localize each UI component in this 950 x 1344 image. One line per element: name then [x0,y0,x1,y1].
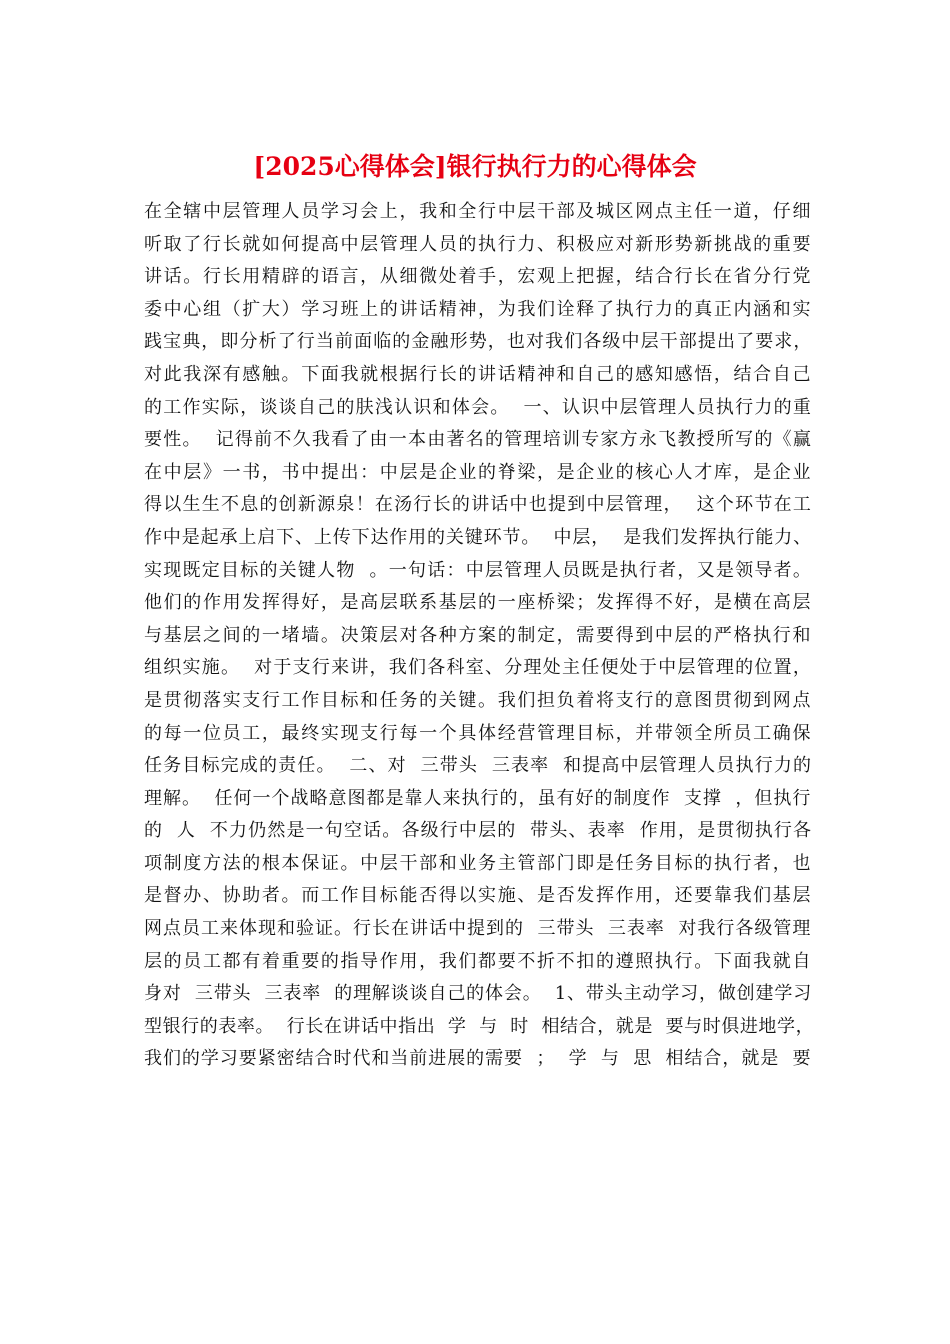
body-line: 得以生生不息的创新源泉！在汤行长的讲话中也提到中层管理， 这个环节在工 [144,494,813,516]
body-line: 项制度方法的根本保证。中层干部和业务主管部门即是任务目标的执行者，也 [144,852,813,874]
body-line: 组织实施。 对于支行来讲，我们各科室、分理处主任便处于中层管理的位置， [144,657,813,679]
body-line: 对此我深有感触。下面我就根据行长的讲话精神和自己的感知感悟，结合自己 [144,363,813,385]
body-line: 身对 三带头 三表率 的理解谈谈自己的体会。 1、带头主动学习，做创建学习 [144,983,813,1005]
body-line: 听取了行长就如何提高中层管理人员的执行力、积极应对新形势新挑战的重要 [144,233,813,255]
body-line: 作中是起承上启下、上传下达作用的关键环节。 中层， 是我们发挥执行能力、 [144,526,812,548]
body-line: 我们的学习要紧密结合时代和当前进展的需要 ； 学 与 思 相结合，就是 要 [144,1048,812,1070]
body-line: 他们的作用发挥得好，是高层联系基层的一座桥梁；发挥得不好，是横在高层 [144,592,813,614]
body-line: 是贯彻落实支行工作目标和任务的关键。我们担负着将支行的意图贯彻到网点 [144,689,813,711]
document-body [144,196,814,1076]
body-line: 讲话。行长用精辟的语言，从细微处着手，宏观上把握，结合行长在省分行党 [144,266,813,288]
body-line: 的 人 不力仍然是一句空话。各级行中层的 带头、表率 作用，是贯彻执行各 [144,820,813,842]
body-line: 实现既定目标的关键人物 。一句话：中层管理人员既是执行者，又是领导者。 [144,559,813,581]
body-line: 层的员工都有着重要的指导作用，我们都要不折不扣的遵照执行。下面我就自 [144,950,813,972]
body-line: 型银行的表率。 行长在讲话中指出 学 与 时 相结合，就是 要与时俱进地学， [144,1015,815,1037]
body-line: 要性。 记得前不久我看了由一本由著名的管理培训专家方永飞教授所写的《赢 [144,429,813,451]
body-line: 任务目标完成的责任。 二、对 三带头 三表率 和提高中层管理人员执行力的 [144,755,813,777]
body-line: 在全辖中层管理人员学习会上，我和全行中层干部及城区网点主任一道，仔细 [144,201,813,222]
document-title: [2025心得体会]银行执行力的心得体会 [253,152,697,181]
body-line: 网点员工来体现和验证。行长在讲话中提到的 三带头 三表率 对我行各级管理 [144,918,812,940]
body-line: 与基层之间的一堵墙。决策层对各种方案的制定，需要得到中层的严格执行和 [144,624,813,646]
body-line: 的工作实际，谈谈自己的肤浅认识和体会。 一、认识中层管理人员执行力的重 [144,396,813,418]
body-line: 的每一位员工，最终实现支行每一个具体经营管理目标，并带领全所员工确保 [144,722,813,744]
body-line: 是督办、协助者。而工作目标能否得以实施、是否发挥作用，还要靠我们基层 [144,885,813,907]
body-line: 践宝典，即分析了行当前面临的金融形势，也对我们各级中层干部提出了要求， [144,331,813,353]
body-line: 在中层》一书，书中提出：中层是企业的脊梁，是企业的核心人才库，是企业 [144,461,813,483]
body-line: 委中心组（扩大）学习班上的讲话精神，为我们诠释了执行力的真正内涵和实 [144,298,813,320]
body-line: 理解。 任何一个战略意图都是靠人来执行的，虽有好的制度作 支撑 ，但执行 [144,787,812,809]
